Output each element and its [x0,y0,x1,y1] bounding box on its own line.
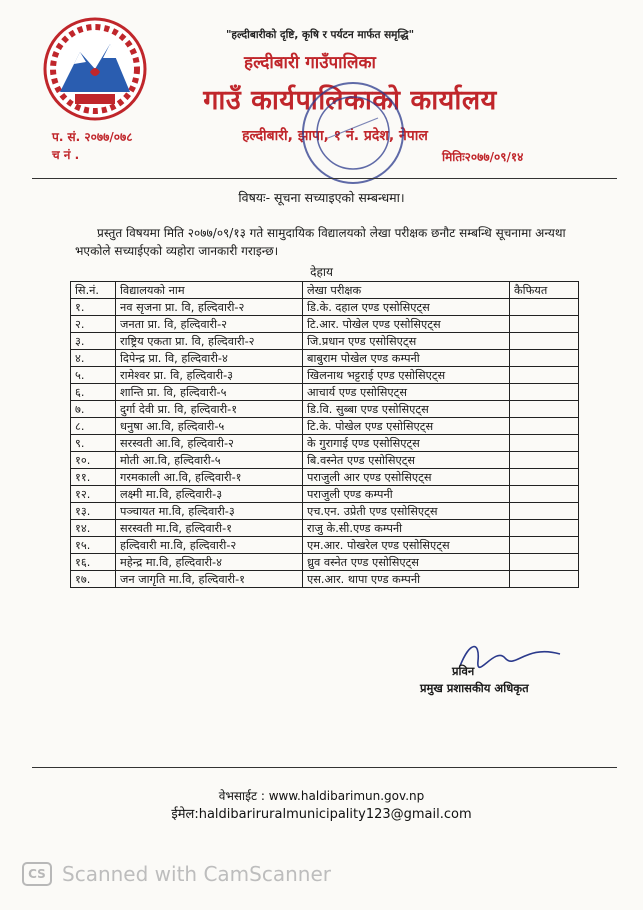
camscanner-watermark: Scanned with CamScanner [62,862,331,886]
cell-remarks [510,401,579,418]
cell-serial: १३. [71,503,116,520]
cell-auditor: टि.के. पोखेल एण्ड एसोसिएट्स [303,418,510,435]
cell-remarks [510,571,579,588]
cell-auditor: एस.आर. थापा एण्ड कम्पनी [303,571,510,588]
cell-school-name: जनता प्रा. वि, हल्दिवारी-२ [116,316,303,333]
cell-auditor: बि.वस्नेत एण्ड एसोसिएट्स [303,452,510,469]
cell-remarks [510,333,579,350]
motto: "हल्दीबारीको दृष्टि, कृषि र पर्यटन मार्फत समृद्धि" [225,29,415,41]
municipality-name: हल्दीबारी गाउँपालिका [244,53,376,73]
table-row [71,452,579,469]
header-auditor: लेखा परीक्षक [303,282,510,299]
address: हल्दीबारी, झापा, १ नं. प्रदेश, नेपाल [242,128,428,144]
cell-serial: ३. [71,333,116,350]
cell-serial: ७. [71,401,116,418]
header-remarks: कैफियत [510,282,579,299]
cell-school-name: राष्ट्रिय एकता प्रा. वि, हल्दिवारी-२ [116,333,303,350]
cell-serial: ४. [71,350,116,367]
header-serial: सि.नं. [71,282,116,299]
table-row [71,435,579,452]
cell-serial: १५. [71,537,116,554]
table-row [71,503,579,520]
cell-school-name: लक्ष्मी मा.वि, हल्दिवारी-३ [116,486,303,503]
table-row [71,384,579,401]
cell-auditor: पराजुली एण्ड कम्पनी [303,486,510,503]
table-row [71,537,579,554]
cell-serial: ५. [71,367,116,384]
cell-school-name: दिपेन्द्र प्रा. वि, हल्दिवारी-४ [116,350,303,367]
cell-auditor: जि.प्रधान एण्ड एसोसिएट्स [303,333,510,350]
cell-auditor: एच.एन. उप्रेती एण्ड एसोसिएट्स [303,503,510,520]
body-paragraph: प्रस्तुत विषयमा मिति २०७७/०९/१३ गते सामुदायिक विद्यालयको लेखा परीक्षक छनौट सम्बन्धि सूचनामा अन्यथा भएकोले सच्याईएको व्यहोरा जानकारी गराइन्छ। [75,226,566,258]
cell-auditor: डि.के. दहाल एण्ड एसोसिएट्स [303,299,510,316]
cell-auditor: बाबुराम पोखेल एण्ड कम्पनी [303,350,510,367]
cell-serial: ९. [71,435,116,452]
office-stamp-icon [298,78,408,188]
cell-remarks [510,350,579,367]
letter-date: मितिः२०७७/०९/१४ [442,150,524,164]
cell-auditor: खिलनाथ भट्टराई एण्ड एसोसिएट्स [303,367,510,384]
cell-remarks [510,469,579,486]
cell-remarks [510,537,579,554]
cell-remarks [510,435,579,452]
signer-title: प्रमुख प्रशासकीय अधिकृत [420,681,529,695]
cell-school-name: सरस्वती मा.वि, हल्दिवारी-१ [116,520,303,537]
table-caption: देहाय [310,265,333,279]
cell-remarks [510,554,579,571]
cell-auditor: डि.वि. सुब्बा एण्ड एसोसिएट्स [303,401,510,418]
table-row [71,299,579,316]
footer-email: ईमेल:haldibariruralmunicipality123@gmail.com [171,807,472,822]
footer-website: वेभसाईट : www.haldibarimun.gov.np [218,789,425,803]
cell-remarks [510,452,579,469]
table-row [71,571,579,588]
cell-serial: १०. [71,452,116,469]
table-row [71,350,579,367]
cell-school-name: पञ्चायत मा.वि, हल्दिवारी-३ [116,503,303,520]
cell-serial: ११. [71,469,116,486]
office-title: गाउँ कार्यपालिकाको कार्यालय [203,85,497,116]
cell-auditor: एम.आर. पोखरेल एण्ड एसोसिएट्स [303,537,510,554]
header-school-name: विद्यालयको नाम [116,282,303,299]
cell-serial: १६. [71,554,116,571]
cell-serial: ६. [71,384,116,401]
table-row [71,486,579,503]
cell-school-name: जन जागृति मा.वि, हल्दिवारी-१ [116,571,303,588]
table-row [71,418,579,435]
cell-school-name: धनुषा आ.वि, हल्दिवारी-५ [116,418,303,435]
cell-school-name: दुर्गा देवी प्रा. वि, हल्दिवारी-१ [116,401,303,418]
table-row [71,469,579,486]
cell-serial: १४. [71,520,116,537]
cell-auditor: राजु के.सी.एण्ड कम्पनी [303,520,510,537]
table-row [71,401,579,418]
cell-remarks [510,418,579,435]
cell-auditor: आचार्य एण्ड एसोसिएट्स [303,384,510,401]
table-row [71,554,579,571]
cell-remarks [510,316,579,333]
reference-number: प. सं. २०७७/०७८ [52,130,133,144]
cell-school-name: महेन्द्र मा.वि, हल्दिवारी-४ [116,554,303,571]
subject-line: विषयः- सूचना सच्याइएको सम्बन्धमा। [238,190,405,205]
cell-school-name: नव सृजना प्रा. वि, हल्दिवारी-२ [116,299,303,316]
nepal-emblem-icon [40,14,150,124]
signer-name: प्रविन [452,664,475,678]
cell-auditor: ध्रुव वस्नेत एण्ड एसोसिएट्स [303,554,510,571]
cell-remarks [510,367,579,384]
cell-remarks [510,486,579,503]
cell-serial: १७. [71,571,116,588]
table-row [71,316,579,333]
cell-remarks [510,384,579,401]
cell-school-name: रामेश्वर प्रा. वि, हल्दिवारी-३ [116,367,303,384]
cell-school-name: हल्दिवारी मा.वि, हल्दिवारी-२ [116,537,303,554]
cell-remarks [510,503,579,520]
cell-remarks [510,520,579,537]
table-row [71,367,579,384]
cell-serial: २. [71,316,116,333]
cell-school-name: शान्ति प्रा. वि, हल्दिवारी-५ [116,384,303,401]
cell-school-name: सरस्वती आ.वि, हल्दिवारी-२ [116,435,303,452]
cell-remarks [510,299,579,316]
auditor-table [70,281,579,588]
cell-auditor: के गुरागाई एण्ड एसोसिएट्स [303,435,510,452]
table-header-row [71,282,579,299]
header-divider [32,178,617,179]
chalani-number: च नं . [52,148,80,162]
table-row [71,520,579,537]
footer-divider [32,767,617,768]
cell-serial: १. [71,299,116,316]
table-row [71,333,579,350]
cell-school-name: गरमकाली आ.वि, हल्दिवारी-१ [116,469,303,486]
camscanner-logo-icon: CS [22,862,52,886]
cell-auditor: पराजुली आर एण्ड एसोसिएट्स [303,469,510,486]
cell-school-name: मोती आ.वि, हल्दिवारी-५ [116,452,303,469]
cell-auditor: टि.आर. पोखेल एण्ड एसोसिएट्स [303,316,510,333]
cell-serial: १२. [71,486,116,503]
cell-serial: ८. [71,418,116,435]
